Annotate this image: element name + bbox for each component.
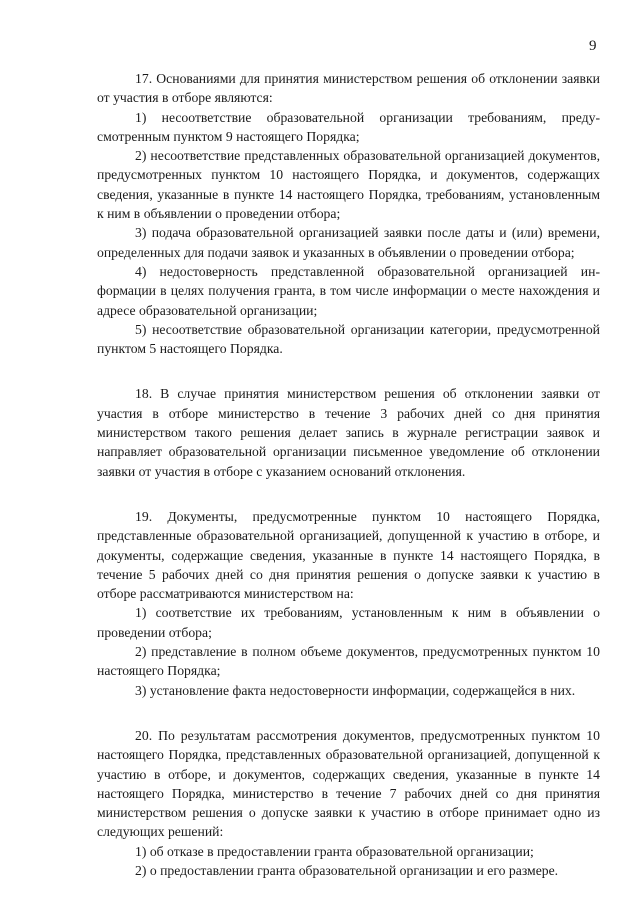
document-body (97, 69, 600, 880)
list-item: 3) подача образовательной организацией заявки после даты и (или) времени, определенных для подачи заявок и указанных в объявлении о проведении отбора; (97, 225, 600, 260)
list-item: 5) несоответствие образовательной организации категории, предусмотренной пунктом 5 настоящего Порядка. (97, 321, 600, 357)
page-number: 9 (589, 38, 597, 54)
section-20 (97, 726, 600, 880)
section-divider (97, 700, 600, 726)
paragraph: 19. Документы, предусмотренные пунктом 10 настоящего Порядка, представленные образовательной организацией, допущенной к участию в отборе, и документы, содержащие сведения, указанные в пункте 14 настоящего Порядка, в течение 5 рабочих дней со дня принятия решения о допуске заявки к участию в отборе рассматриваются министерством на: (97, 508, 600, 602)
section-divider (97, 481, 600, 507)
list-item: 1) об отказе в предоставлении гранта образовательной организации; (135, 843, 534, 859)
list-item: 2) представление в полном объеме документов, предусмотренных пунктом 10 настоящего Порядка; (97, 644, 600, 679)
list-item: 2) о предоставлении гранта образовательной организации и его размере. (135, 862, 559, 878)
paragraph: 18. В случае принятия министерством решения об отклонении заявки от участия в отборе министерство в течение 3 рабочих дней со дня принятия министерством такого решения делает запись в журнале регистрации заявок и направляет образовательной организации письменное уведомление об отклонении заявки от участия в отборе с указанием оснований отклонения. (97, 386, 600, 479)
section-17 (97, 69, 600, 358)
paragraph: 20. По результатам рассмотрения документов, предусмотренных пунктом 10 настоящего Порядка, представленных образовательной организацией, допущенной к участию в отборе, и документов, содержащих сведения, указанные в пункте 14 настоящего Порядка, министерство в течение 7 рабочих дней со дня принятия министерством решения о допуске заявки к участию в отборе принимает одно из следующих решений: (97, 727, 600, 840)
list-item: 4) недостоверность представленной образовательной организацией информации в целях получения гранта, в том числе информации о месте нахождения и адресе образовательной организации; (97, 263, 600, 318)
section-18 (97, 384, 600, 480)
list-item: 3) установление факта недостоверности информации, содержащейся в них. (135, 682, 576, 698)
section-divider (97, 358, 600, 384)
list-item: 2) несоответствие представленных образовательной организацией документов, предусмотренных пунктом 10 настоящего Порядка, и документов, содержащих сведения, указанные в пункте 14 настоящего Порядка, требованиям, установленным к ним в объявлении о проведении отбора; (97, 148, 600, 222)
section-19 (97, 507, 600, 700)
paragraph: 17. Основаниями для принятия министерством решения об отклонении заявки от участия в отборе являются: (97, 71, 600, 106)
list-item: 1) несоответствие образовательной организации требованиям, предусмотренным пунктом 9 настоящего Порядка; (97, 109, 600, 144)
list-item: 1) соответствие их требованиям, установленным к ним в объявлении о проведении отбора; (97, 605, 600, 640)
